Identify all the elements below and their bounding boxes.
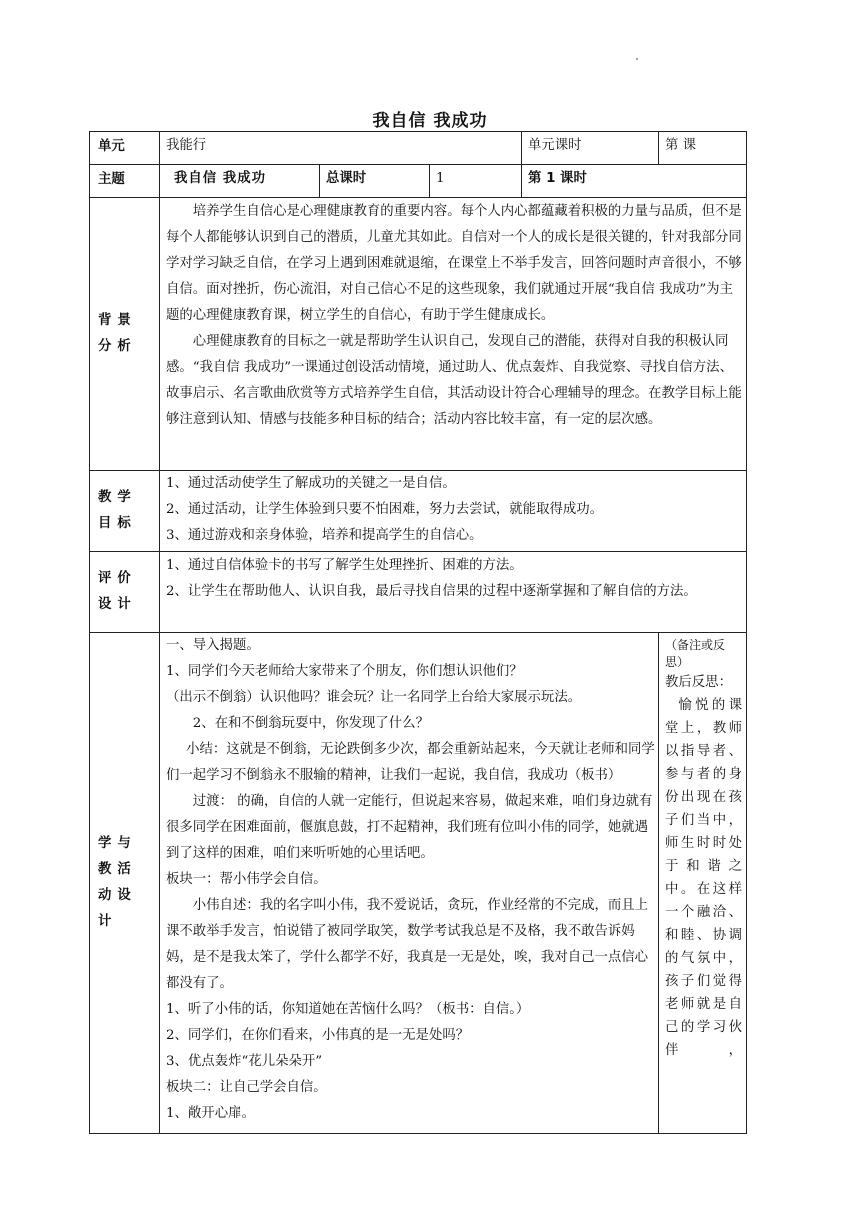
background-content (160, 198, 747, 471)
activity-line: 1、敞开心扉。 (166, 1106, 255, 1121)
activity-line: 板块一：帮小伟学会自信。 (166, 872, 327, 887)
activity-line: 板块二：让自己学会自信。 (166, 1080, 327, 1095)
lesson-number: 第 1 课时 (522, 165, 747, 198)
evaluation-row (90, 552, 747, 633)
activity-line: 2、同学们，在你们看来，小伟真的是一无是处吗？ (166, 1028, 470, 1043)
activity-line: 小结：这就是不倒翁，无论跌倒多少次，都会重新站起来，今天就让老师和同学们一起学习不倒翁永不服输的精神，让我们一起说，我自信，我成功（板书） (166, 742, 655, 783)
unit-value: 我能行 (160, 132, 522, 165)
unit-label: 单元 (90, 132, 160, 165)
activity-line: 1、同学们今天老师给大家带来了个朋友，你们想认识他们？ (166, 664, 523, 679)
activity-line: 3、优点轰炸“花儿朵朵开” (166, 1054, 323, 1069)
objectives-content (160, 471, 747, 552)
activities-label: 学与教活动设计 (90, 633, 160, 1134)
notes-header: （备注或反思） (665, 638, 726, 669)
unit-hours-value: 第 课 (659, 132, 747, 165)
evaluation-item: 2、让学生在帮助他人、认识自我，最后寻找自信果的过程中逐渐掌握和了解自信的方法。 (166, 584, 697, 599)
activity-line: 1、听了小伟的话，你知道她在苦恼什么吗？（板书：自信。） (166, 1002, 530, 1017)
activity-line: 过渡： 的确，自信的人就一定能行，但说起来容易，做起来难，咱们身边就有很多同学在困难面前，偃旗息鼓，打不起精神，我们班有位叫小伟的同学，她就遇到了这样的困难，咱们来听听她的心里话吧。 (166, 794, 653, 861)
background-label: 背景分析 (90, 198, 160, 471)
topic-label: 主题 (90, 165, 160, 198)
activity-line: 小伟自述：我的名字叫小伟，我不爱说话，贪玩，作业经常的不完成，而且上课不敢举手发言，怕说错了被同学取笑，数学考试我总是不及格，我不敢告诉妈妈，是不是我太笨了，学什么都学不好，我真是一无是处，唉，我对自己一点信心都没有了。 (166, 898, 649, 991)
evaluation-label: 评价设计 (90, 552, 160, 633)
unit-row (90, 132, 747, 165)
total-hours-value: 1 (430, 165, 522, 198)
background-row (90, 198, 747, 471)
unit-hours-label: 单元课时 (522, 132, 659, 165)
activity-line: （出示不倒翁）认识他吗？谁会玩？让一名同学上台给大家展示玩法。 (166, 690, 582, 705)
objective-item: 2、通过活动，让学生体验到只要不怕困难，努力去尝试，就能取得成功。 (166, 502, 604, 517)
evaluation-item: 1、通过自信体验卡的书写了解学生处理挫折、困难的方法。 (166, 558, 523, 573)
objectives-label: 教学目标 (90, 471, 160, 552)
activities-row (90, 633, 747, 1134)
lesson-plan-table (89, 131, 747, 1134)
scan-dot (636, 58, 638, 60)
activity-line: 2、在和不倒翁玩耍中，你发现了什么？ (192, 716, 429, 731)
page-title: 我自信 我成功 (372, 111, 488, 131)
evaluation-content (160, 552, 747, 633)
objective-item: 3、通过游戏和亲身体验，培养和提高学生的自信心。 (166, 528, 483, 543)
notes-subheader: 教后反思： (665, 675, 732, 690)
background-paragraph: 培养学生自信心是心理健康教育的重要内容。每个人内心都蕴藏着积极的力量与品质，但不是每个人都能够认识到自己的潜质，儿童尤其如此。自信对一个人的成长是很关键的，针对我部分同学对学习缺乏自信，在学习上遇到困难就退缩，在课堂上不举手发言，回答问题时声音很小，不够自信。面对挫折，伤心流泪，对自己信心不足的这些现象，我们就通过开展“我自信 我成功”为主题的心理健康教育课，树立学生的自信心，有助于学生健康成长。 (166, 204, 742, 323)
background-paragraph: 心理健康教育的目标之一就是帮助学生认识自己，发现自己的潜能，获得对自我的积极认同感。“我自信 我成功”一课通过创设活动情境，通过助人、优点轰炸、自我觉察、寻找自信方法、故事启示、名言歌曲欣赏等方式培养学生自信，其活动设计符合心理辅导的理念。在教学目标上能够注意到认知、情感与技能多种目标的结合；活动内容比较丰富，有一定的层次感。 (166, 334, 742, 427)
objectives-row (90, 471, 747, 552)
notes-column (659, 633, 747, 1134)
notes-body: 愉悦的课堂上，教师以指导者、参与者的身份出现在孩子们当中，师生时时处于和谐之中。在这样一个融洽、和睦、协调的气氛中，孩子们觉得老师就是自己的学习伙伴， (665, 698, 743, 1058)
objective-item: 1、通过活动使学生了解成功的关键之一是自信。 (166, 476, 456, 491)
activity-line: 一、导入揭题。 (166, 638, 260, 653)
topic-row (90, 165, 747, 198)
topic-value: 我自信 我成功 (160, 165, 320, 198)
total-hours-label: 总课时 (320, 165, 430, 198)
activities-content (160, 633, 659, 1134)
